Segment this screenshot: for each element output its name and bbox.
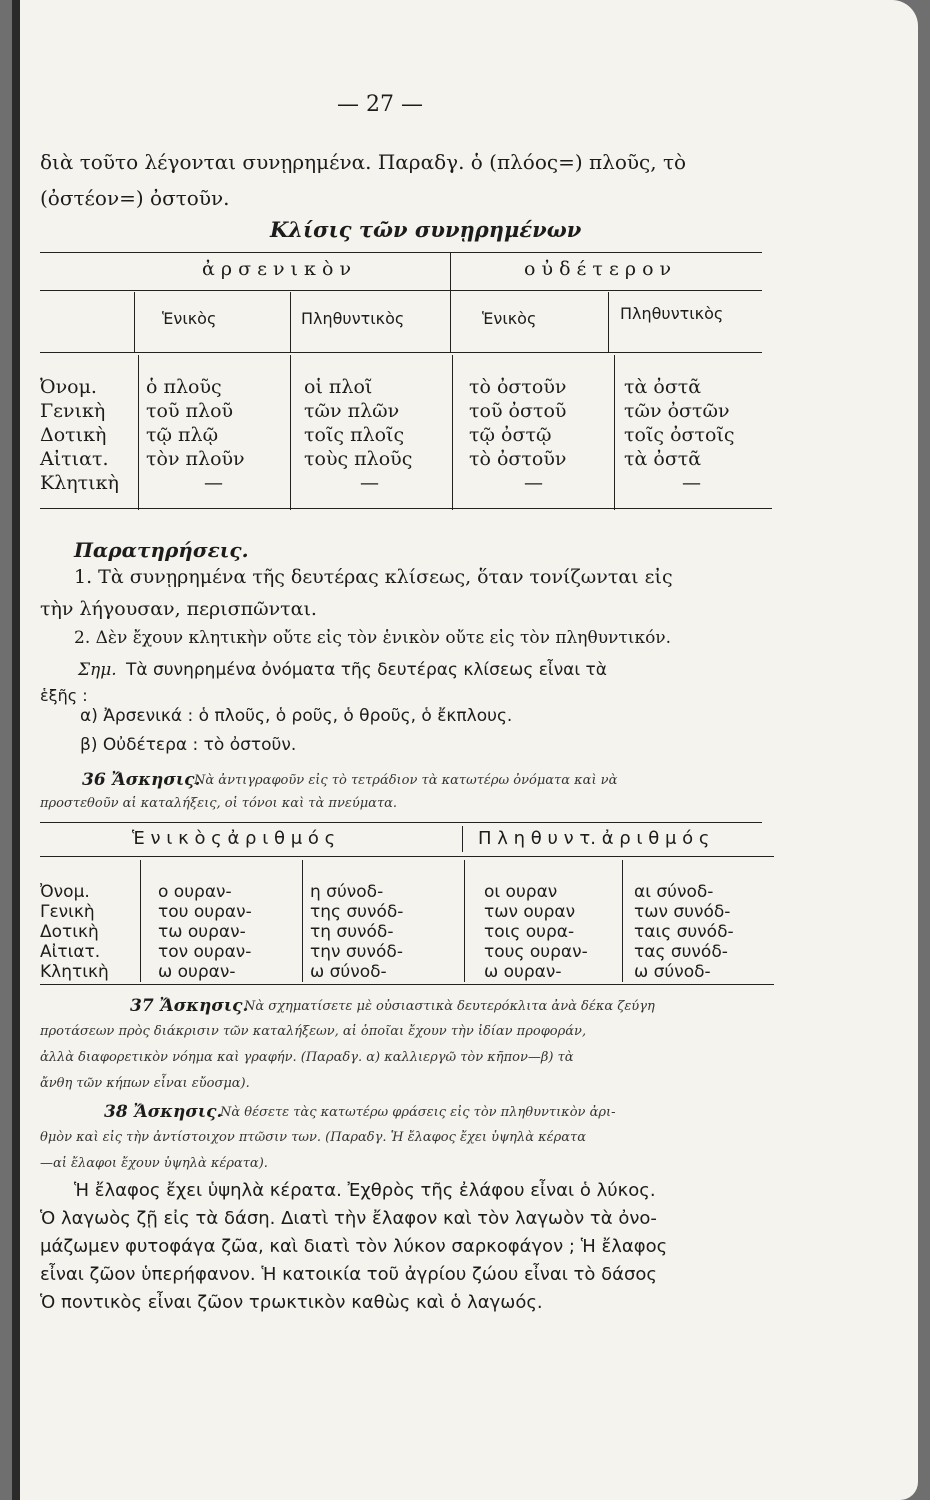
page-spine xyxy=(12,0,20,1500)
table1-col-divider xyxy=(452,355,453,510)
table2-case-label: Γενικὴ xyxy=(40,902,95,922)
exercise38-line: —αἱ ἔλαφοι ἔχουν ὑψηλὰ κέρατα). xyxy=(40,1156,268,1171)
table1-title: Κλίσις τῶν συνῃρημένων xyxy=(270,217,582,242)
table1-head: Ἑνικὸς xyxy=(162,309,217,328)
table2-cell: τον ουραν- xyxy=(158,942,252,962)
note-label: Σημ. xyxy=(78,660,117,680)
table1-cell: τοῖς ὀστοῖς xyxy=(624,424,735,446)
table1-cell: τὸ ὀστοῦν xyxy=(469,448,567,470)
table1-cell: τοῦ πλοῦ xyxy=(146,400,234,422)
table2-top-rule xyxy=(40,822,762,823)
table1-cell: — xyxy=(204,472,223,494)
table1-col-divider xyxy=(138,355,139,510)
table1-top-rule xyxy=(40,252,762,253)
intro-line: (ὀστέον=) ὀστοῦν. xyxy=(40,186,230,210)
exercise37-line: Νὰ σχηματίσετε μὲ οὐσιαστικὰ δευτερόκλιτα ἀνὰ δέκα ζεύγη xyxy=(244,999,655,1014)
table1-head: Ἑνικὸς xyxy=(482,309,537,328)
table1-col-divider xyxy=(614,355,615,510)
table2-col-divider xyxy=(622,860,623,982)
table2-cell: τοις ουρα- xyxy=(484,922,575,942)
passage-line: μάζωμεν φυτοφάγα ζῶα, καὶ διατὶ τὸν λύκον σαρκοφάγον ; Ἡ ἔλαφος xyxy=(40,1236,668,1257)
table2-cell: την συνόδ- xyxy=(310,942,403,962)
exercise38-line: θμὸν καὶ εἰς τὴν ἀντίστοιχον πτῶσιν των. (Παραδγ. Ἡ ἔλαφος ἔχει ὑψηλὰ κέρατα xyxy=(40,1130,586,1145)
table1-cell: τοῖς πλοῖς xyxy=(304,424,405,446)
table2-col-divider xyxy=(140,860,141,982)
table1-cell: ὁ πλοῦς xyxy=(146,376,222,398)
note-line: β) Οὐδέτερα : τὸ ὀστοῦν. xyxy=(80,735,297,755)
table2-cell: των συνόδ- xyxy=(634,902,731,922)
passage-line: Ὁ λαγωὸς ζῇ εἰς τὰ δάση. Διατὶ τὴν ἔλαφον καὶ τὸν λαγωὸν τὰ ὀνο- xyxy=(40,1208,657,1229)
table2-head-rule xyxy=(40,856,774,857)
table2-cell: ω σύνοδ- xyxy=(310,962,387,982)
observation-line: τὴν λήγουσαν, περισπῶνται. xyxy=(40,598,317,620)
table2-cell: τους ουραν- xyxy=(484,942,588,962)
table2-case-label: Κλητικὴ xyxy=(40,962,109,982)
table1-case-label: Γενικὴ xyxy=(40,400,106,422)
table2-cell: τω ουραν- xyxy=(158,922,246,942)
table1-cell: τῶν ὀστῶν xyxy=(624,400,730,422)
exercise38-line: Νὰ θέσετε τὰς κατωτέρω φράσεις εἰς τὸν πληθυντικὸν ἀρι- xyxy=(220,1105,616,1120)
table2-cell: τας συνόδ- xyxy=(634,942,728,962)
table1-cell: οἱ πλοῖ xyxy=(304,376,373,398)
table1-col-divider xyxy=(290,292,291,352)
table1-cell: τὰ ὀστᾶ xyxy=(624,376,702,398)
table1-case-label: Ὀνομ. xyxy=(40,376,97,398)
table1-cell: τῷ ὀστῷ xyxy=(469,424,552,446)
table1-cell: τὸν πλοῦν xyxy=(146,448,245,470)
table1-cell: — xyxy=(682,472,701,494)
table2-cell: ταις συνόδ- xyxy=(634,922,734,942)
table1-case-label: Δοτικὴ xyxy=(40,424,107,446)
table2-case-label: Αἰτιατ. xyxy=(40,942,101,962)
table2-cell: ω ουραν- xyxy=(158,962,236,982)
table2-head-sing: Ἑ ν ι κ ὸ ς ἀ ρ ι θ μ ό ς xyxy=(132,828,336,849)
passage-line: Ὁ ποντικὸς εἶναι ζῶον τρωκτικὸν καθὼς καὶ ὁ λαγωός. xyxy=(40,1292,543,1313)
table1-cell: τοὺς πλοῦς xyxy=(304,448,413,470)
table1-bottom-rule xyxy=(40,508,772,509)
table1-cell: τὰ ὀστᾶ xyxy=(624,448,702,470)
table1-col-divider xyxy=(134,292,135,352)
table2-bottom-rule xyxy=(40,984,774,985)
table1-group-divider xyxy=(450,252,451,352)
table2-col-divider xyxy=(302,860,303,982)
exercise37-line: ἀλλὰ διαφορετικὸν νόημα καὶ γραφήν. (Παραδγ. α) καλλιεργῶ τὸν κῆπον—β) τὰ xyxy=(40,1050,574,1065)
table1-cell: τῶν πλῶν xyxy=(304,400,400,422)
table2-cell: του ουραν- xyxy=(158,902,252,922)
table1-case-label: Κλητικὴ xyxy=(40,472,119,494)
table1-group-masc: ἀ ρ σ ε ν ι κ ὸ ν xyxy=(202,258,351,280)
table1-head: Πληθυντικὸς xyxy=(620,304,724,323)
table2-cell: των ουραν xyxy=(484,902,576,922)
observation-line: 1. Τὰ συνῃρημένα τῆς δευτέρας κλίσεως, ὅταν τονίζωνται εἰς xyxy=(74,566,673,588)
table1-group-neut: ο ὐ δ έ τ ε ρ ο ν xyxy=(524,258,672,280)
table2-cell: η σύνοδ- xyxy=(310,882,384,902)
note-line: Τὰ συνηρημένα ὀνόματα τῆς δευτέρας κλίσεως εἶναι τὰ xyxy=(126,660,607,680)
table2-case-label: Δοτικὴ xyxy=(40,922,99,942)
table1-cell: — xyxy=(524,472,543,494)
table1-cell: τοῦ ὀστοῦ xyxy=(469,400,567,422)
page-number: — 27 — xyxy=(337,92,423,117)
table1-cell: τῷ πλῷ xyxy=(146,424,219,446)
observations-heading: Παρατηρήσεις. xyxy=(74,538,249,562)
table2-cell: ω ουραν- xyxy=(484,962,562,982)
table1-head-rule xyxy=(40,352,762,353)
table1-group-rule xyxy=(40,290,762,291)
note-line: ἑξῆς : xyxy=(40,686,88,705)
table2-cell: της συνόδ- xyxy=(310,902,404,922)
table1-cell: τὸ ὀστοῦν xyxy=(469,376,567,398)
table1-case-label: Αἰτιατ. xyxy=(40,448,109,470)
exercise36-line: Νὰ ἀντιγραφοῦν εἰς τὸ τετράδιον τὰ κατωτέρω ὀνόματα καὶ νὰ xyxy=(194,773,618,788)
table1-cell: — xyxy=(360,472,379,494)
table2-col-divider xyxy=(464,860,465,982)
table2-cell: τη συνόδ- xyxy=(310,922,394,942)
intro-line: διὰ τοῦτο λέγονται συνῃρημένα. Παραδγ. ὁ (πλόος=) πλοῦς, τὸ xyxy=(40,150,687,174)
exercise37-label: 37 Ἄσκησις. xyxy=(130,996,249,1016)
table2-cell: αι σύνοδ- xyxy=(634,882,714,902)
note-line: α) Ἀρσενικά : ὁ πλοῦς, ὁ ροῦς, ὁ θροῦς, ὁ ἔκπλους. xyxy=(80,706,513,726)
observation-line: 2. Δὲν ἔχουν κλητικὴν οὔτε εἰς τὸν ἑνικὸν οὔτε εἰς τὸν πληθυντικόν. xyxy=(74,628,672,648)
table2-head-divider xyxy=(462,826,463,852)
table1-col-divider xyxy=(290,355,291,510)
table2-cell: ο ουραν- xyxy=(158,882,232,902)
exercise38-label: 38 Ἄσκησις. xyxy=(104,1102,223,1122)
book-page xyxy=(12,0,918,1500)
passage-line: εἶναι ζῶον ὑπερήφανον. Ἡ κατοικία τοῦ ἀγρίου ζώου εἶναι τὸ δάσος xyxy=(40,1264,657,1285)
table1-head: Πληθυντικὸς xyxy=(301,309,405,328)
table2-head-plur: Π λ η θ υ ν τ. ἀ ρ ι θ μ ό ς xyxy=(478,828,710,849)
passage-line: Ἡ ἔλαφος ἔχει ὑψηλὰ κέρατα. Ἐχθρὸς τῆς ἐλάφου εἶναι ὁ λύκος. xyxy=(74,1180,656,1201)
table1-col-divider xyxy=(608,292,609,352)
exercise37-line: προτάσεων πρὸς διάκρισιν τῶν καταλήξεων, αἱ ὁποῖαι ἔχουν τὴν ἰδίαν προφοράν, xyxy=(40,1024,587,1039)
exercise36-label: 36 Ἄσκησις. xyxy=(82,770,201,790)
table2-cell: ω σύνοδ- xyxy=(634,962,711,982)
exercise37-line: ἄνθη τῶν κήπων εἶναι εὔοσμα). xyxy=(40,1076,250,1091)
table2-cell: οι ουραν xyxy=(484,882,558,902)
table2-case-label: Ὀνομ. xyxy=(40,882,90,902)
exercise36-line: προστεθοῦν αἱ καταλήξεις, οἱ τόνοι καὶ τὰ πνεύματα. xyxy=(40,796,398,811)
